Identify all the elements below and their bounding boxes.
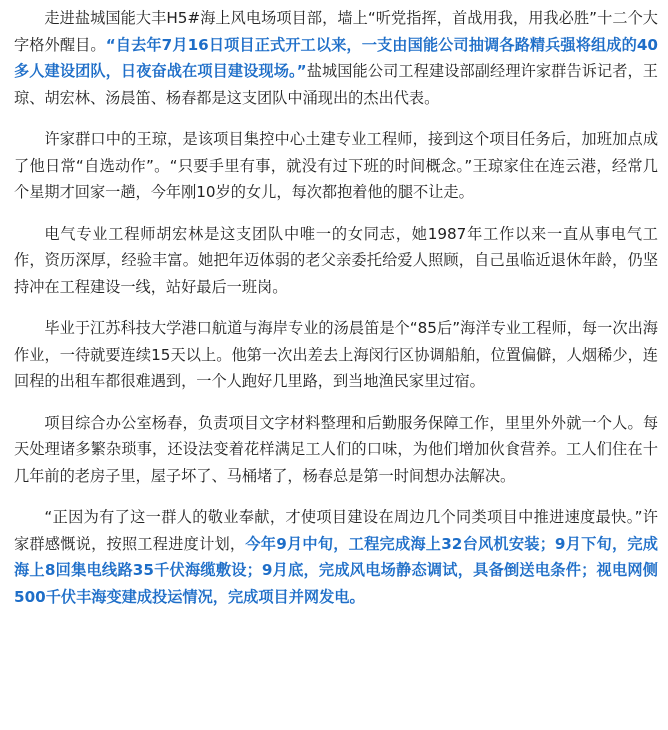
paragraph-wang-qiong xyxy=(14,126,658,206)
paragraph-tang-chendi xyxy=(14,315,658,395)
paragraph-conclusion xyxy=(14,504,658,610)
conclusion-text: “正因为有了这一群人的敬业奉献，才使项目建设在周边几个同类项目中推进速度最快。”许家群感慨说，按照工程进度计划， xyxy=(14,508,658,553)
intro-quote-highlight: “自去年7月16日项目正式开工以来，一支由国能公司抽调各路精兵强将组成的40多人建设团队，日夜奋战在项目建设现场。” xyxy=(14,35,658,80)
paragraph-yang-chun xyxy=(14,410,658,490)
wang-qiong-text: 许家群口中的王琼，是该项目集控中心土建专业工程师，接到这个项目任务后，加班加点成了他日常“自选动作”。“只要手里有事，就没有过下班的时间概念。”王琼家住在连云港，经常几个星期才回家一趟，今年刚10岁的女儿，每次都抱着他的腿不让走。 xyxy=(14,130,658,201)
yang-chun-text: 项目综合办公室杨春，负责项目文字材料整理和后勤服务保障工作，里里外外就一个人。每天处理诸多繁杂琐事，还设法变着花样满足工人们的口味，为他们增加伙食营养。工人们住在十几年前的老房子里，屋子坏了、马桶堵了，杨春总是第一时间想办法解决。 xyxy=(14,413,658,485)
intro-text: 走进盐城国能大丰H5#海上风电场项目部，墙上“听党指挥，首战用我，用我必胜”十二个大字格外醒目。 xyxy=(14,9,658,54)
schedule-plan-highlight: 今年9月中旬，工程完成海上32台风机安装；9月下旬，完成海上8回集电线路35千伏海缆敷设；9月底，完成风电场静态调试，具备倒送电条件；视电网侧500千伏丰海变建成投运情况，完成项目并网发电。 xyxy=(14,534,658,606)
hu-honglin-text: 电气专业工程师胡宏林是这支团队中唯一的女同志，她1987年工作以来一直从事电气工作，资历深厚，经验丰富。她把年迈体弱的老父亲委托给爱人照顾，自己虽临近退休年龄，仍坚持冲在工程建设一线，站好最后一班岗。 xyxy=(14,224,658,296)
tang-chendi-text: 毕业于江苏科技大学港口航道与海岸专业的汤晨笛是个“85后”海洋专业工程师，每一次出海作业，一待就要连续15天以上。他第一次出差去上海闵行区协调船舶，位置偏僻，人烟稀少，连回程的出租车都很难遇到，一个人跑好几里路，到当地渔民家里过宿。 xyxy=(14,319,658,390)
paragraph-intro xyxy=(14,5,658,111)
paragraph-hu-honglin xyxy=(14,221,658,301)
intro-attribution: 盐城国能公司工程建设部副经理许家群告诉记者，王琼、胡宏林、汤晨笛、杨春都是这支团队中涌现出的杰出代表。 xyxy=(14,62,658,107)
